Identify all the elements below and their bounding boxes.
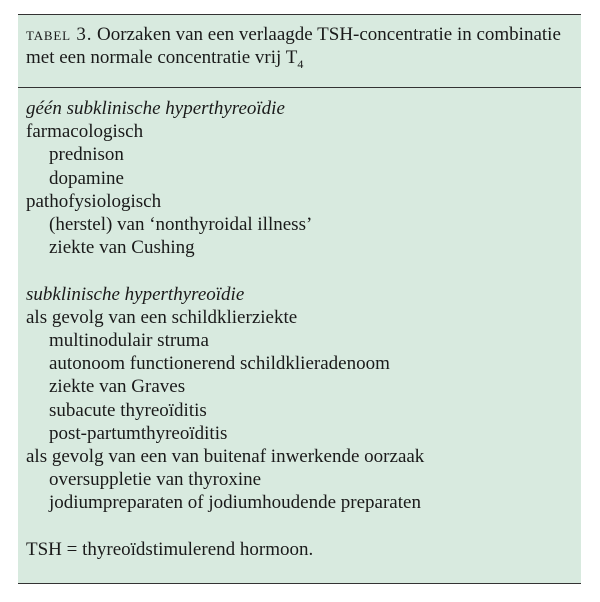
group-label: als gevolg van een schildklierziekte xyxy=(26,306,298,328)
section-spacer xyxy=(26,259,574,282)
list-item: post-partumthyreoïditis xyxy=(49,422,228,444)
group-label: farmacologisch xyxy=(26,121,144,143)
list-item: autonoom functionerend schildklieradenoom xyxy=(49,353,390,375)
table-caption xyxy=(26,23,574,69)
list-item: dopamine xyxy=(49,167,124,189)
caption-divider xyxy=(18,87,581,88)
group-label: pathofysiologisch xyxy=(26,190,162,212)
footnote: TSH = thyreoïdstimulerend hormoon. xyxy=(26,538,314,560)
list-item: jodiumpreparaten of jodiumhoudende preparaten xyxy=(49,492,421,514)
list-item: (herstel) van ‘nonthyroidal illness’ xyxy=(49,214,313,236)
section-heading: subklinische hyperthyreoïdie xyxy=(26,283,245,305)
list-item: oversuppletie van thyroxine xyxy=(49,469,262,491)
section-heading: géén subklinische hyperthyreoïdie xyxy=(26,98,285,119)
list-item: ziekte van Cushing xyxy=(49,237,195,259)
section-spacer xyxy=(26,515,574,538)
group-label: als gevolg van een van buitenaf inwerkende oorzaak xyxy=(26,446,425,468)
title-subscript: 4 xyxy=(297,56,304,71)
list-item: subacute thyreoïditis xyxy=(49,399,207,421)
list-item: ziekte van Graves xyxy=(49,376,186,398)
list-item: prednison xyxy=(49,144,124,166)
table-title: Oorzaken van een verlaagde TSH-concentratie in combinatie met een normale concentratie vrij T xyxy=(26,24,561,68)
table-body xyxy=(26,97,574,561)
table-panel xyxy=(18,14,581,584)
table-label: tabel 3. xyxy=(26,24,93,45)
list-item: multinodulair struma xyxy=(49,330,209,352)
